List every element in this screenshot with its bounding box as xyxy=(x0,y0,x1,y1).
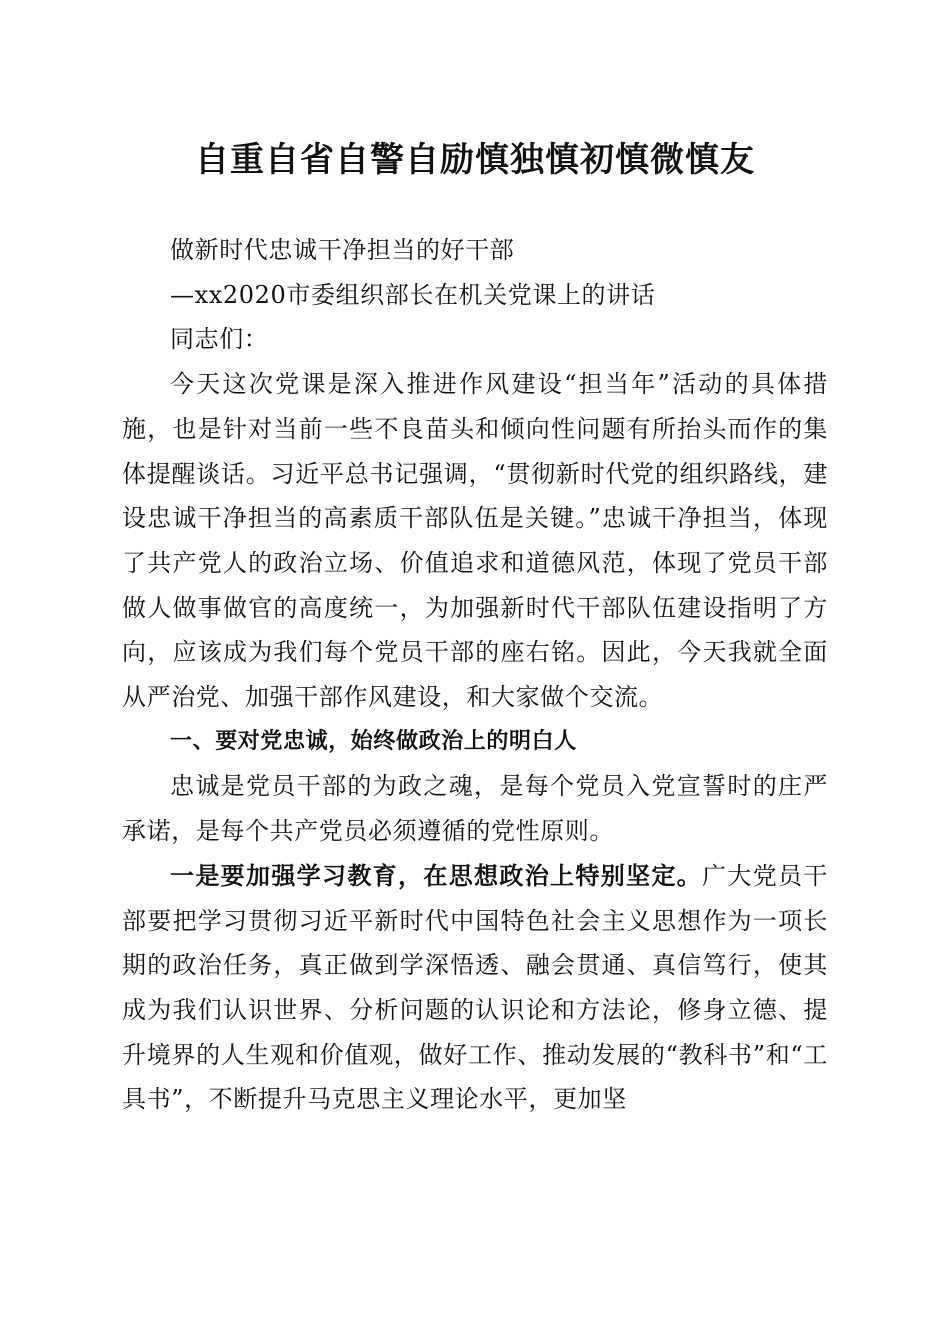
document-title: 自重自省自警自励慎独慎初慎微慎友 xyxy=(195,140,755,180)
salutation: 同志们： xyxy=(170,325,269,354)
document-body xyxy=(122,228,828,1122)
intro-paragraph: 今天这次党课是深入推进作风建设“担当年”活动的具体措施，也是针对当前一些不良苗头和倾向性问题有所抬头而作的集体提醒谈话。习近平总书记强调，“贯彻新时代党的组织路线，建设忠诚干净担当的高素质干部队伍是关键。”忠诚干净担当，体现了共产党人的政治立场、价值追求和道德风范，体现了党员干部做人做事做官的高度统一，为加强新时代干部队伍建设指明了方向，应该成为我们每个党员干部的座右铭。因此，今天我就全面从严治党、加强干部作风建设，和大家做个交流。 xyxy=(122,370,828,712)
point-paragraph xyxy=(122,854,828,1122)
subtitle: 做新时代忠诚干净担当的好干部 xyxy=(170,236,515,264)
point-lead: 一是要加强学习教育，在思想政治上特别坚定。 xyxy=(170,860,703,890)
point-text: 广大党员干部要把学习贯彻习近平新时代中国特色社会主义思想作为一项长期的政治任务，真正做到学深悟透、融会贯通、真信笃行，使其成为我们认识世界、分析问题的认识论和方法论，修身立德、提升境界的人生观和价值观，做好工作、推动发展的“教科书”和“工具书”，不断提升马克思主义理论水平，更加坚 xyxy=(122,861,828,1114)
section-heading: 一、要对党忠诚，始终做政治上的明白人 xyxy=(170,728,577,754)
section-paragraph: 忠诚是党员干部的为政之魂，是每个党员入党宣誓时的庄严承诺，是每个共产党员必须遵循的党性原则。 xyxy=(122,772,828,846)
byline: —xx2020市委组织部长在机关党课上的讲话 xyxy=(170,280,656,309)
